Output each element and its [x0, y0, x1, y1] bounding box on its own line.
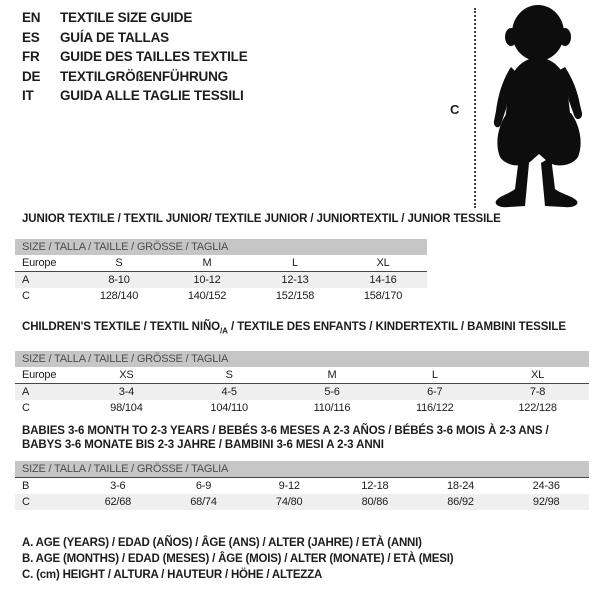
table-cell: 158/170: [363, 290, 403, 302]
table-cell: 110/116: [313, 402, 351, 415]
legend-label: TEXTILE SIZE GUIDE: [60, 10, 193, 25]
legend-row-es: [22, 28, 248, 48]
table-cell: 152/158: [275, 290, 315, 302]
table-cell: 12-18: [361, 480, 389, 492]
title-part: CHILDREN'S TEXTILE / TEXTIL NIÑO: [22, 321, 221, 333]
table-cell: 5-6: [324, 386, 340, 399]
height-dotted-line: [474, 8, 476, 208]
babies-table-title-line2: BABYS 3-6 MONATE BIS 2-3 JAHRE / BAMBINI 3-6 MESI A 2-3 ANNI: [22, 439, 384, 451]
row-label: A: [22, 274, 30, 286]
table-row: [15, 477, 589, 494]
table-cell: 140/152: [187, 290, 227, 302]
table-row: [15, 400, 589, 416]
size-header-bar: SIZE / TALLA / TAILLE / GRÖSSE / TAGLIA: [15, 351, 589, 367]
footnote-a: A. AGE (YEARS) / EDAD (AÑOS) / ÂGE (ANS) / ALTER (JAHRE) / ETÀ (ANNI): [22, 537, 422, 549]
table-row: [15, 271, 427, 288]
table-cell: M: [202, 257, 212, 269]
row-label: B: [22, 480, 30, 492]
size-header-bar: SIZE / TALLA / TAILLE / GRÖSSE / TAGLIA: [15, 239, 427, 255]
table-cell: 9-12: [278, 480, 300, 492]
table-cell: S: [115, 257, 123, 269]
table-cell: 6-7: [427, 386, 443, 399]
size-header-bar: SIZE / TALLA / TAILLE / GRÖSSE / TAGLIA: [15, 461, 589, 477]
table-cell: 104/110: [210, 402, 248, 415]
table-cell: 18-24: [446, 480, 475, 492]
table-cell: 74/80: [275, 496, 303, 508]
table-row: [15, 494, 589, 510]
language-code: ES: [22, 29, 40, 45]
table-cell: 86/92: [447, 496, 474, 508]
table-row: [15, 367, 589, 383]
table-cell: 10-12: [193, 274, 221, 286]
table-cell: 4-5: [221, 386, 237, 399]
junior-table-title: JUNIOR TEXTILE / TEXTIL JUNIOR/ TEXTILE JUNIOR / JUNIORTEXTIL / JUNIOR TESSILE: [22, 213, 501, 225]
language-code: IT: [22, 88, 34, 103]
table-cell: 3-6: [110, 480, 126, 492]
footnote-b: B. AGE (MONTHS) / EDAD (MESES) / ÂGE (MOIS) / ALTER (MONATE) / ETÀ (MESI): [22, 553, 454, 565]
legend-label: GUÍA DE TALLAS: [60, 29, 169, 45]
table-cell: 12-13: [281, 274, 309, 286]
row-label: C: [22, 290, 30, 302]
table-row: [15, 255, 427, 271]
title-subscript: /A: [220, 326, 228, 336]
language-code: DE: [22, 68, 41, 84]
table-row: [15, 288, 427, 304]
legend-label: GUIDA ALLE TAGLIE TESSILI: [60, 88, 244, 103]
footnotes: [22, 535, 453, 583]
children-table-title: [15, 320, 589, 338]
language-code: EN: [22, 10, 41, 25]
children-table-section: [15, 320, 589, 416]
row-label: Europe: [22, 257, 57, 269]
table-cell: 116/122: [416, 402, 454, 415]
table-cell: 24-36: [532, 480, 560, 492]
title-part: / TEXTILE DES ENFANTS / KINDERTEXTIL / BAMBINI TESSILE: [227, 321, 566, 333]
table-cell: 68/74: [190, 496, 217, 508]
table-cell: M: [327, 369, 337, 382]
legend-row-fr: [22, 47, 248, 67]
table-cell: 128/140: [99, 290, 139, 302]
table-cell: 3-4: [118, 386, 135, 399]
table-cell: L: [292, 257, 298, 269]
junior-table-section: [15, 212, 501, 304]
table-cell: S: [225, 369, 233, 382]
legend-label: TEXTILGRÖßENFÜHRUNG: [60, 68, 228, 84]
table-cell: 8-10: [108, 274, 130, 286]
table-cell: XL: [531, 369, 545, 382]
table-cell: 62/68: [104, 496, 132, 508]
table-cell: 98/104: [110, 402, 143, 415]
footnote-c: C. (cm) HEIGHT / ALTURA / HAUTEUR / HÖHE / ALTEZZA: [22, 569, 323, 581]
height-measure-label: C: [450, 102, 460, 117]
table-cell: 6-9: [195, 480, 212, 492]
table-cell: L: [431, 369, 438, 382]
language-code: FR: [22, 49, 40, 64]
table-row: [15, 383, 589, 400]
table-cell: 92/98: [532, 496, 560, 508]
table-cell: 14-16: [369, 274, 397, 286]
row-label: C: [22, 402, 30, 415]
legend-row-it: [22, 86, 248, 106]
table-cell: 7-8: [529, 386, 546, 399]
legend-row-en: [22, 8, 248, 28]
babies-table-title-line1: BABIES 3-6 MONTH TO 2-3 YEARS / BEBÉS 3-6 MESES A 2-3 AÑOS / BÉBÉS 3-6 MOIS À 2-3 ANS /: [22, 425, 549, 437]
row-label: A: [22, 386, 30, 399]
table-cell: 80/86: [361, 496, 389, 508]
table-cell: XL: [376, 257, 390, 269]
table-cell: 122/128: [518, 402, 557, 415]
toddler-silhouette: [483, 3, 595, 211]
row-label: Europe: [22, 369, 57, 382]
babies-table-section: [15, 424, 589, 510]
table-cell: XS: [119, 369, 134, 382]
row-label: C: [22, 496, 30, 508]
legend-row-de: [22, 67, 248, 87]
legend-label: GUIDE DES TAILLES TEXTILE: [60, 49, 248, 64]
language-legend: [22, 8, 248, 106]
